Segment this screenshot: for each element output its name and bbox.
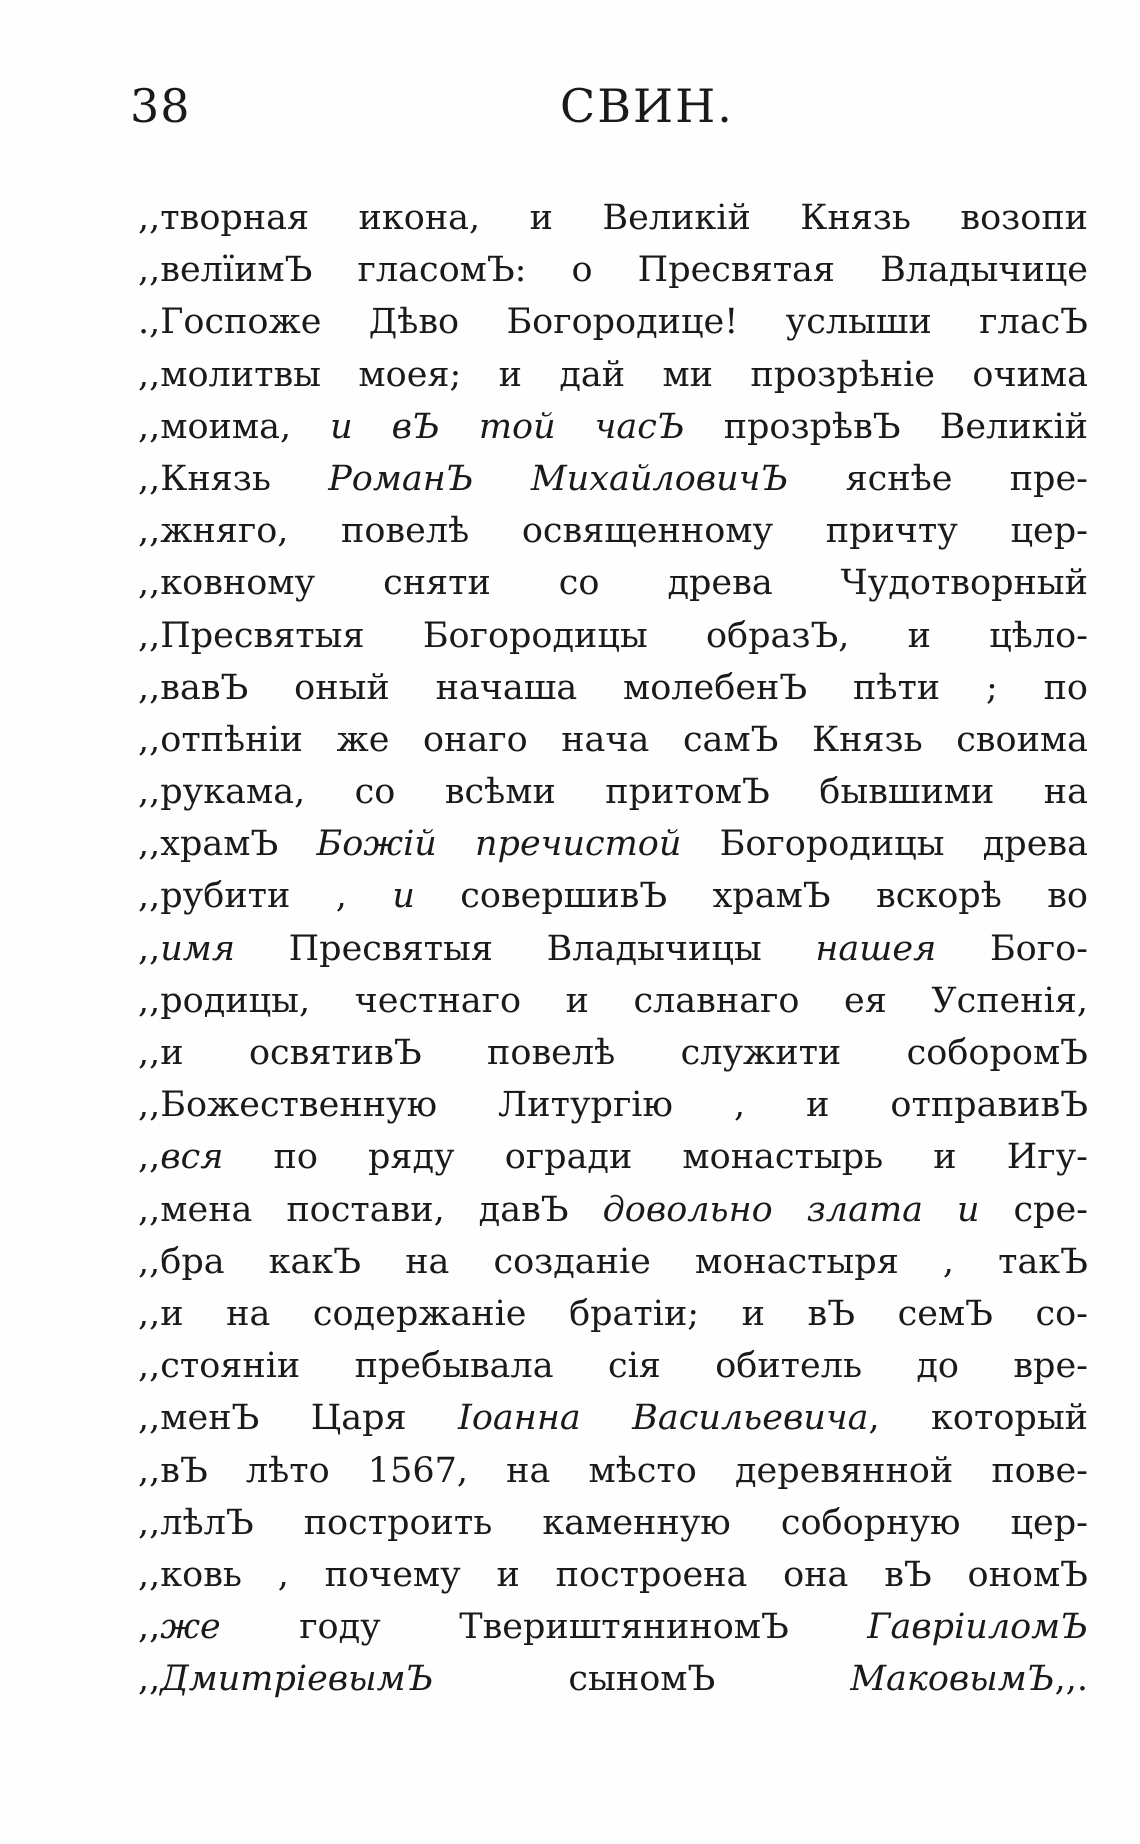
italic-text-segment: вся [160, 1137, 224, 1178]
text-line [138, 1497, 1088, 1549]
text-segment: ,,вЪ лѣто 1567, на мѣсто деревянной пове- [138, 1450, 1088, 1491]
text-segment: ,,моима, [138, 406, 331, 447]
text-line [138, 1392, 1088, 1444]
text-segment: совершивЪ храмЪ вскорѣ во [414, 876, 1088, 917]
text-segment: , который [868, 1398, 1088, 1439]
italic-text-segment: РоманЪ МихайловичЪ [328, 458, 789, 499]
text-segment: ,, [138, 928, 161, 969]
text-segment: ,,творная икона, и Великій Князь возопи [138, 198, 1088, 238]
text-segment: ,, [138, 1607, 161, 1648]
text-line [138, 662, 1088, 714]
text-segment: яснѣе пре- [788, 458, 1088, 499]
text-segment: ,,и освятивЪ повелѣ служити соборомЪ [138, 1033, 1088, 1073]
text-segment: ,,велїимЪ гласомЪ: о Пресвятая Владычице [138, 250, 1088, 291]
text-segment: ,, [138, 1659, 161, 1700]
text-segment: Бого- [936, 928, 1088, 969]
italic-text-segment: Іоанна Васильевича [458, 1398, 869, 1439]
text-segment: ,,ковь , почему и построена она вЪ ономЪ [138, 1554, 1088, 1595]
italic-text-segment: и вЪ той часЪ [330, 406, 685, 447]
italic-text-segment: ДмитріевымЪ [160, 1659, 434, 1700]
text-segment: ,,рукама, со всѣми притомЪ бывшими на [138, 772, 1088, 813]
text-line [138, 870, 1088, 922]
body-text [138, 192, 1088, 1705]
text-segment: ,,стояніи пребывала сія обитель до вре- [138, 1346, 1088, 1387]
text-line [138, 296, 1088, 348]
text-line [138, 610, 1088, 662]
text-line [138, 244, 1088, 296]
page-number: 38 [130, 79, 191, 133]
text-segment: ,,Пресвятыя Богородицы образЪ, и цѣло- [138, 615, 1088, 656]
text-segment: ,,рубити , [138, 876, 393, 917]
italic-text-segment: же [160, 1607, 221, 1648]
text-line [138, 1601, 1088, 1653]
text-line [138, 1288, 1088, 1340]
italic-text-segment: Божій пречистой [316, 824, 682, 865]
text-segment: ,,молитвы моея; и дай ми прозрѣніе очима [138, 354, 1088, 395]
text-line [138, 1131, 1088, 1183]
running-head: СВИН. [560, 79, 734, 133]
text-line [138, 1184, 1088, 1236]
text-segment: ,,Князь [138, 458, 329, 499]
text-line [138, 975, 1088, 1027]
italic-text-segment: МаковымЪ [850, 1659, 1055, 1700]
text-line [138, 192, 1088, 244]
italic-text-segment: довольно злата и [602, 1189, 980, 1230]
text-segment: ,,ковному сняти со древа Чудотворный [138, 563, 1088, 604]
text-line [138, 714, 1088, 766]
text-line [138, 1236, 1088, 1288]
text-segment: ,,Божественную Литургію , и отправивЪ [138, 1085, 1088, 1126]
text-line [138, 1079, 1088, 1131]
text-segment: ,,отпѣніи же онаго нача самЪ Князь своима [138, 719, 1088, 760]
text-line [138, 1027, 1088, 1079]
italic-text-segment: и [392, 876, 415, 917]
text-line [138, 1340, 1088, 1392]
text-segment: сре- [979, 1189, 1088, 1230]
text-segment: ,,храмЪ [138, 824, 317, 865]
text-segment: Пресвятыя Владычицы [235, 928, 816, 969]
text-line [138, 557, 1088, 609]
text-line [138, 818, 1088, 870]
text-segment: ,,и на содержаніе братіи; и вЪ семЪ со- [138, 1293, 1088, 1334]
text-line [138, 505, 1088, 557]
text-segment: ,,жняго, повелѣ освященному причту цер- [138, 511, 1088, 552]
text-line [138, 1653, 1088, 1705]
italic-text-segment: ГавріиломЪ [867, 1607, 1088, 1648]
page-header [0, 76, 1140, 136]
text-segment: ,,бра какЪ на созданіе монастыря , такЪ [138, 1241, 1088, 1282]
text-line [138, 401, 1088, 453]
text-segment: году ТвериштяниномЪ [220, 1607, 868, 1648]
text-line [138, 453, 1088, 505]
text-segment: сыномЪ [433, 1659, 851, 1700]
text-segment: ,,вавЪ оный начаша молебенЪ пѣти ; по [138, 667, 1088, 708]
text-segment: Богородицы древа [681, 824, 1088, 865]
text-segment: ,,родицы, честнаго и славнаго ея Успенія, [138, 980, 1088, 1021]
text-segment: .,Госпоже Дѣво Богородице! услыши гласЪ [138, 302, 1088, 343]
text-line [138, 349, 1088, 401]
text-segment: ,,лѣлЪ построить каменную соборную цер- [138, 1502, 1088, 1543]
text-line [138, 766, 1088, 818]
italic-text-segment: имя [160, 928, 235, 969]
text-line [138, 1549, 1088, 1601]
text-segment: ,, [138, 1137, 161, 1178]
text-segment: ,,. [1054, 1659, 1088, 1700]
text-line [138, 923, 1088, 975]
italic-text-segment: нашея [815, 928, 937, 969]
text-segment: ,,мена постави, давЪ [138, 1189, 603, 1230]
text-segment: прозрѣвЪ Великій [684, 406, 1088, 447]
text-segment: ,,менЪ Царя [138, 1398, 459, 1439]
text-line [138, 1445, 1088, 1497]
text-segment: по ряду огради монастырь и Игу- [223, 1137, 1088, 1178]
